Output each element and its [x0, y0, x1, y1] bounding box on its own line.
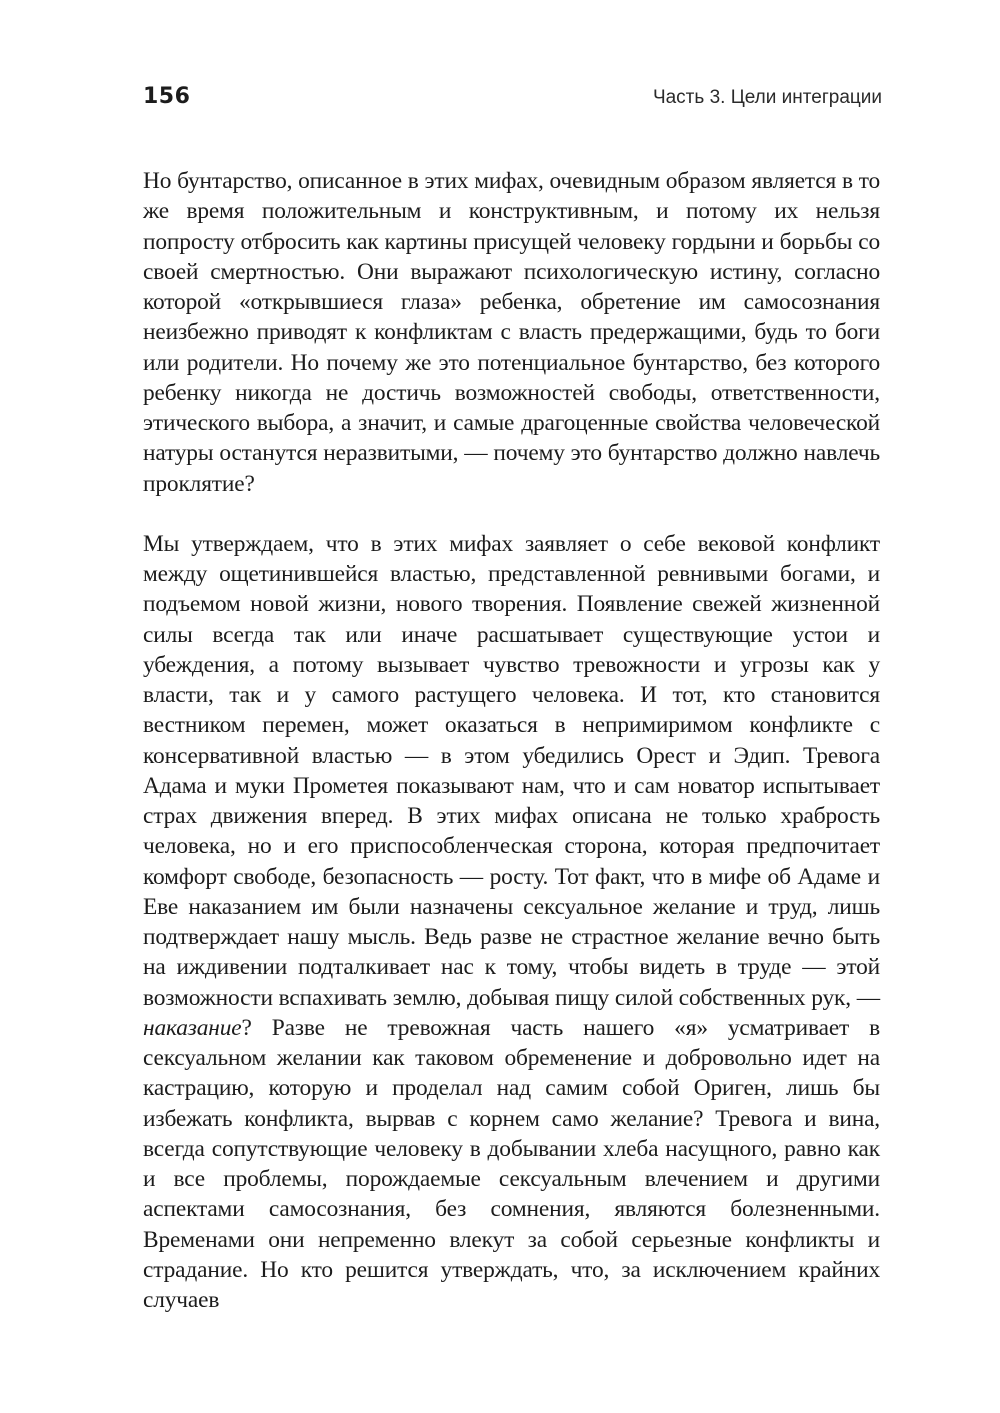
paragraph-1: Но бунтарство, описанное в этих мифах, очевидным образом является в то же время положительным и конструктивным, и потому их нельзя попросту отбросить как картины присущей человеку гордыни и борьбы со своей смертностью. Они выражают психологическую истину, согласно которой «открывшиеся глаза» ребенка, обретение им самосознания неизбежно приводят к конфликтам с власть предержащими, будь то боги или родители. Но почему же это потенциальное бунтарство, без которого ребенку никогда не достичь возможностей свободы, ответственности, этического выбора, а значит, и самые драгоценные свойства человеческой натуры останутся неразвитыми, — почему это бунтарство должно навлечь проклятие? — [143, 168, 880, 497]
body-text — [143, 166, 880, 1315]
paragraph-2 — [143, 529, 880, 1316]
emphasized-word: наказание — [143, 1014, 242, 1041]
page-header — [143, 84, 882, 118]
page-number: 156 — [143, 84, 191, 109]
running-title: Часть 3. Цели интеграции — [652, 87, 882, 108]
paragraph-2-text-before-emphasis: Мы утверждаем, что в этих мифах заявляет о себе вековой конфликт между ощетинившейся властью, представленной ревнивыми богами, и подъемом новой жизни, нового творения. Появление свежей жизненной силы всегда так или иначе расшатывает существующие устои и убеждения, а потому вызывает чувство тревожности и угрозы как у власти, так и у самого растущего человека. И тот, кто становится вестником перемен, может оказаться в непримиримом конфликте с консервативной властью — в этом убедились Орест и Эдип. Тревога Адама и муки Прометея показывают нам, что и сам новатор испытывает страх движения вперед. В этих мифах описана не только храбрость человека, но и его приспособленческая сторона, которая предпочитает комфорт свободе, безопасность — росту. Тот факт, что в мифе об Адаме и Еве наказанием им были назначены сексуальное желание и труд, лишь подтверждает нашу мысль. Ведь разве не страстное желание вечно быть на иждивении подталкивает нас к тому, чтобы видеть в труде — этой возможности вспахивать землю, добывая пищу силой собственных рук, — — [143, 530, 880, 1011]
paragraph-2-text-after-emphasis: ? Разве не тревожная часть нашего «я» усматривает в сексуальном желании как таковом обременение и добровольно идет на кастрацию, которую и проделал над самим собой Ориген, лишь бы избежать конфликта, вырвав с корнем само желание? Тревога и вина, всегда сопутствующие человеку в добывании хлеба насущного, равно как и все проблемы, порождаемые сексуальным влечением и другими аспектами самосознания, без сомнения, являются болезненными. Временами они непременно влекут за собой серьезные конфликты и страдание. Но кто решится утверждать, что, за исключением крайних случаев — [143, 1014, 880, 1313]
